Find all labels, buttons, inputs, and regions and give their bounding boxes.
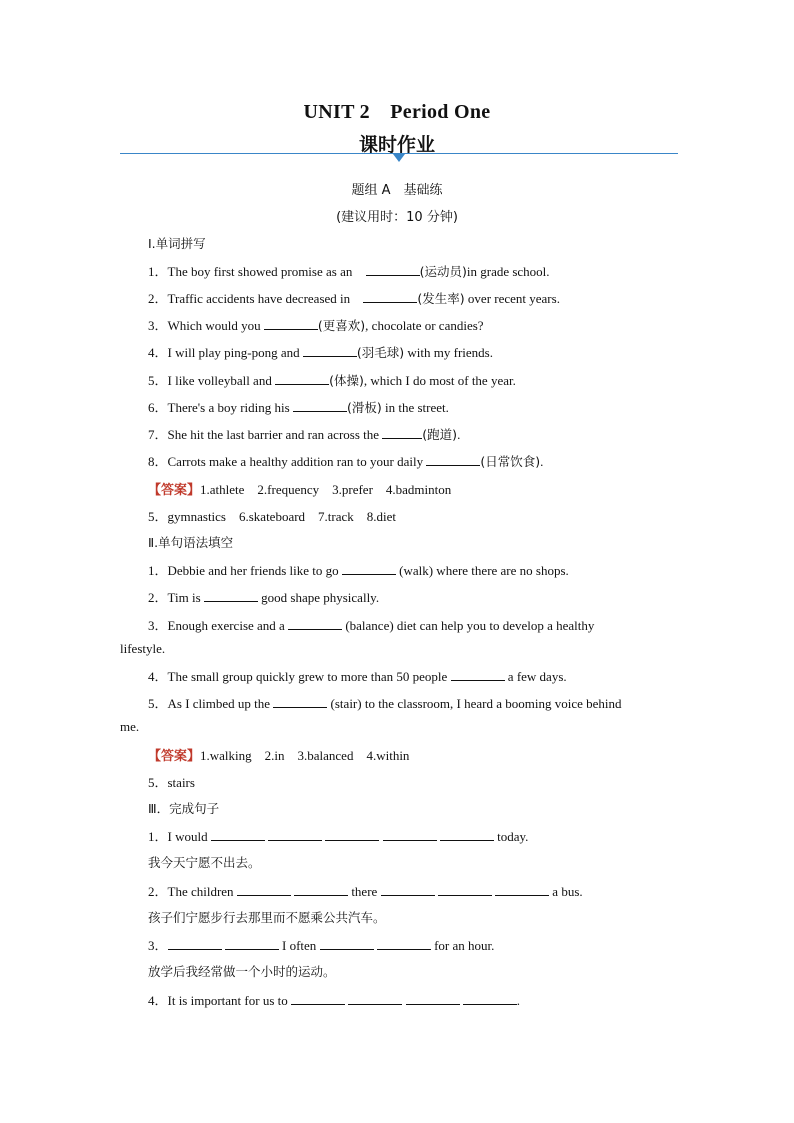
answer-blank[interactable] xyxy=(348,992,402,1005)
answer-blank[interactable] xyxy=(438,883,492,896)
answer-blank[interactable] xyxy=(204,589,258,602)
question-item: 1．Debbie and her friends like to go (walk) where there are no shops. xyxy=(148,563,569,578)
translation-text: 放学后我经常做一个小时的运动。 xyxy=(148,964,336,979)
answer-blank[interactable] xyxy=(237,883,291,896)
answer-blank[interactable] xyxy=(320,937,374,950)
answer-blank[interactable] xyxy=(303,344,357,357)
question-item: 4．I will play ping-pong and (羽毛球) with my friends. xyxy=(148,345,493,360)
answer-blank[interactable] xyxy=(291,992,345,1005)
suggested-time: (建议用时：10 分钟) xyxy=(336,210,458,225)
triangle-marker-icon xyxy=(393,154,405,162)
answer-blank[interactable] xyxy=(381,883,435,896)
group-label: 题组 A 基础练 xyxy=(351,183,443,198)
answer-label: 【答案】 xyxy=(148,483,201,498)
answer-blank[interactable] xyxy=(264,317,318,330)
answer-blank[interactable] xyxy=(451,668,505,681)
question-item-cont: me. xyxy=(120,719,140,734)
answer-blank[interactable] xyxy=(273,695,327,708)
answer-blank[interactable] xyxy=(275,372,329,385)
question-item: 5．As I climbed up the (stair) to the classroom, I heard a booming voice behind xyxy=(148,696,622,711)
question-item: 3．Enough exercise and a (balance) diet can help you to develop a healthy xyxy=(148,618,595,633)
question-item: 8．Carrots make a healthy addition ran to your daily (日常饮食). xyxy=(148,454,544,469)
answer-key: 【答案】1.athlete 2.frequency 3.prefer 4.badminton xyxy=(148,482,452,498)
translation-text: 我今天宁愿不出去。 xyxy=(148,855,261,870)
question-item: 4．It is important for us to . xyxy=(148,993,520,1008)
answer-blank[interactable] xyxy=(383,828,437,841)
answer-blank[interactable] xyxy=(366,263,420,276)
answer-blank[interactable] xyxy=(377,937,431,950)
answer-key-cont: 5．stairs xyxy=(148,775,195,790)
question-item: 2．Tim is good shape physically. xyxy=(148,590,380,605)
question-item: 7．She hit the last barrier and ran across the (跑道). xyxy=(148,427,461,442)
section-heading-sentences: Ⅲ．完成句子 xyxy=(148,801,220,816)
answer-blank[interactable] xyxy=(406,992,460,1005)
answer-blank[interactable] xyxy=(293,399,347,412)
question-item: 3．Which would you (更喜欢), chocolate or candies? xyxy=(148,318,484,333)
answer-blank[interactable] xyxy=(382,426,422,439)
answer-blank[interactable] xyxy=(363,290,417,303)
question-item: 1．The boy first showed promise as an (运动员)in grade school. xyxy=(148,264,550,279)
question-item: 2．The children there a bus. xyxy=(148,884,583,899)
answer-blank[interactable] xyxy=(325,828,379,841)
answer-blank[interactable] xyxy=(463,992,517,1005)
answer-blank[interactable] xyxy=(288,617,342,630)
question-item: 2．Traffic accidents have decreased in (发生率) over recent years. xyxy=(148,291,560,306)
answer-key: 【答案】1.walking 2.in 3.balanced 4.within xyxy=(148,748,410,764)
answer-blank[interactable] xyxy=(168,937,222,950)
answer-blank[interactable] xyxy=(268,828,322,841)
answer-blank[interactable] xyxy=(495,883,549,896)
answer-blank[interactable] xyxy=(225,937,279,950)
question-item: 1．I would today. xyxy=(148,829,529,844)
page-subtitle: 课时作业 xyxy=(358,134,435,156)
answer-blank[interactable] xyxy=(211,828,265,841)
question-item: 4．The small group quickly grew to more than 50 people a few days. xyxy=(148,669,567,684)
question-item: 5．I like volleyball and (体操), which I do most of the year. xyxy=(148,373,516,388)
question-item: 6．There's a boy riding his (滑板) in the street. xyxy=(148,400,449,415)
page-title: UNIT 2 Period One xyxy=(303,101,491,123)
question-item-cont: lifestyle. xyxy=(120,641,166,656)
section-heading-spelling: Ⅰ.单词拼写 xyxy=(148,236,206,251)
answer-blank[interactable] xyxy=(342,562,396,575)
translation-text: 孩子们宁愿步行去那里而不愿乘公共汽车。 xyxy=(148,910,386,925)
answer-blank[interactable] xyxy=(426,453,480,466)
answer-blank[interactable] xyxy=(294,883,348,896)
question-item: 3． I often for an hour. xyxy=(148,938,495,953)
answer-key-cont: 5．gymnastics 6.skateboard 7.track 8.diet xyxy=(148,509,397,524)
answer-blank[interactable] xyxy=(440,828,494,841)
answer-label: 【答案】 xyxy=(148,749,201,764)
section-heading-grammar: Ⅱ.单句语法填空 xyxy=(148,535,234,550)
